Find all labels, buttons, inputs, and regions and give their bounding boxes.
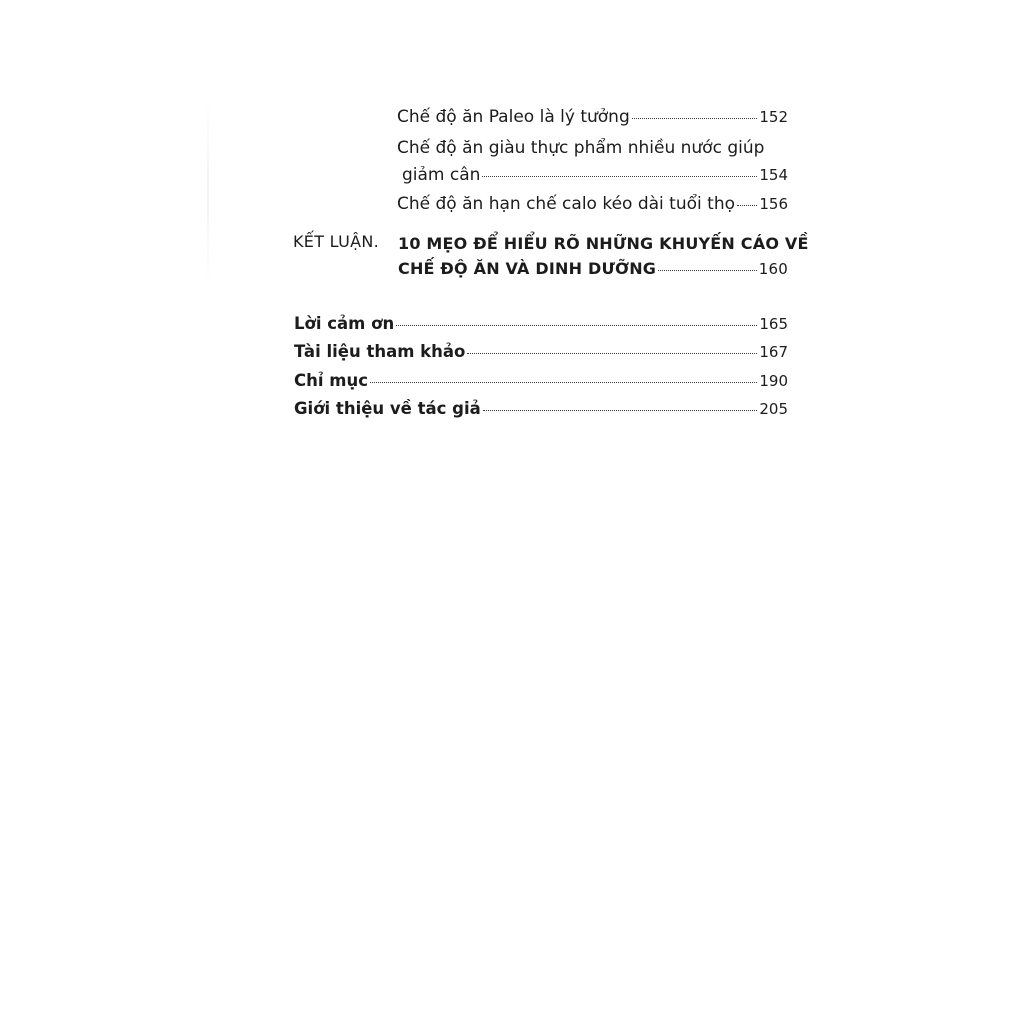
dot-leader [482, 176, 757, 177]
toc-entry-index [294, 371, 788, 390]
toc-page-number: 190 [759, 372, 788, 390]
toc-page-number: 165 [759, 315, 788, 333]
toc-entry-acknowledgements [294, 314, 788, 333]
page-gutter-shadow [207, 95, 209, 290]
toc-entry-title: Lời cảm ơn [294, 314, 395, 333]
dot-leader [370, 382, 757, 383]
toc-entry-references [294, 342, 788, 361]
chapter-title-line2: CHẾ ĐỘ ĂN VÀ DINH DƯỠNG [398, 259, 657, 278]
toc-entry-water [402, 165, 788, 185]
toc-page-number: 167 [759, 343, 788, 361]
dot-leader [467, 353, 757, 354]
dot-leader [737, 205, 757, 206]
toc-entry-title: Chế độ ăn hạn chế calo kéo dài tuổi thọ [397, 194, 735, 214]
toc-entry-calorie [397, 194, 788, 214]
dot-leader [658, 270, 757, 271]
toc-page-number: 160 [758, 260, 788, 278]
toc-entry-conclusion [398, 259, 788, 278]
toc-entry-title: Chỉ mục [294, 371, 368, 390]
chapter-label: KẾT LUẬN. [293, 232, 379, 251]
toc-page-number: 205 [759, 400, 788, 418]
toc-entry-title: Giới thiệu về tác giả [294, 399, 481, 418]
toc-page-number: 154 [759, 166, 788, 184]
toc-entry-title: Tài liệu tham khảo [294, 342, 466, 361]
toc-entry-paleo [397, 107, 788, 127]
toc-entry-about-author [294, 399, 788, 418]
dot-leader [483, 410, 758, 411]
chapter-title-line1: 10 MẸO ĐỂ HIỂU RÕ NHỮNG KHUYẾN CÁO VỀ [398, 234, 809, 253]
toc-page-number: 152 [759, 108, 788, 126]
dot-leader [632, 118, 758, 119]
toc-entry-title: Chế độ ăn Paleo là lý tưởng [397, 107, 630, 127]
toc-page-number: 156 [759, 195, 788, 213]
toc-entry-water-line1: Chế độ ăn giàu thực phẩm nhiều nước giúp [397, 138, 765, 158]
toc-entry-title: giảm cân [402, 165, 481, 185]
dot-leader [396, 325, 757, 326]
